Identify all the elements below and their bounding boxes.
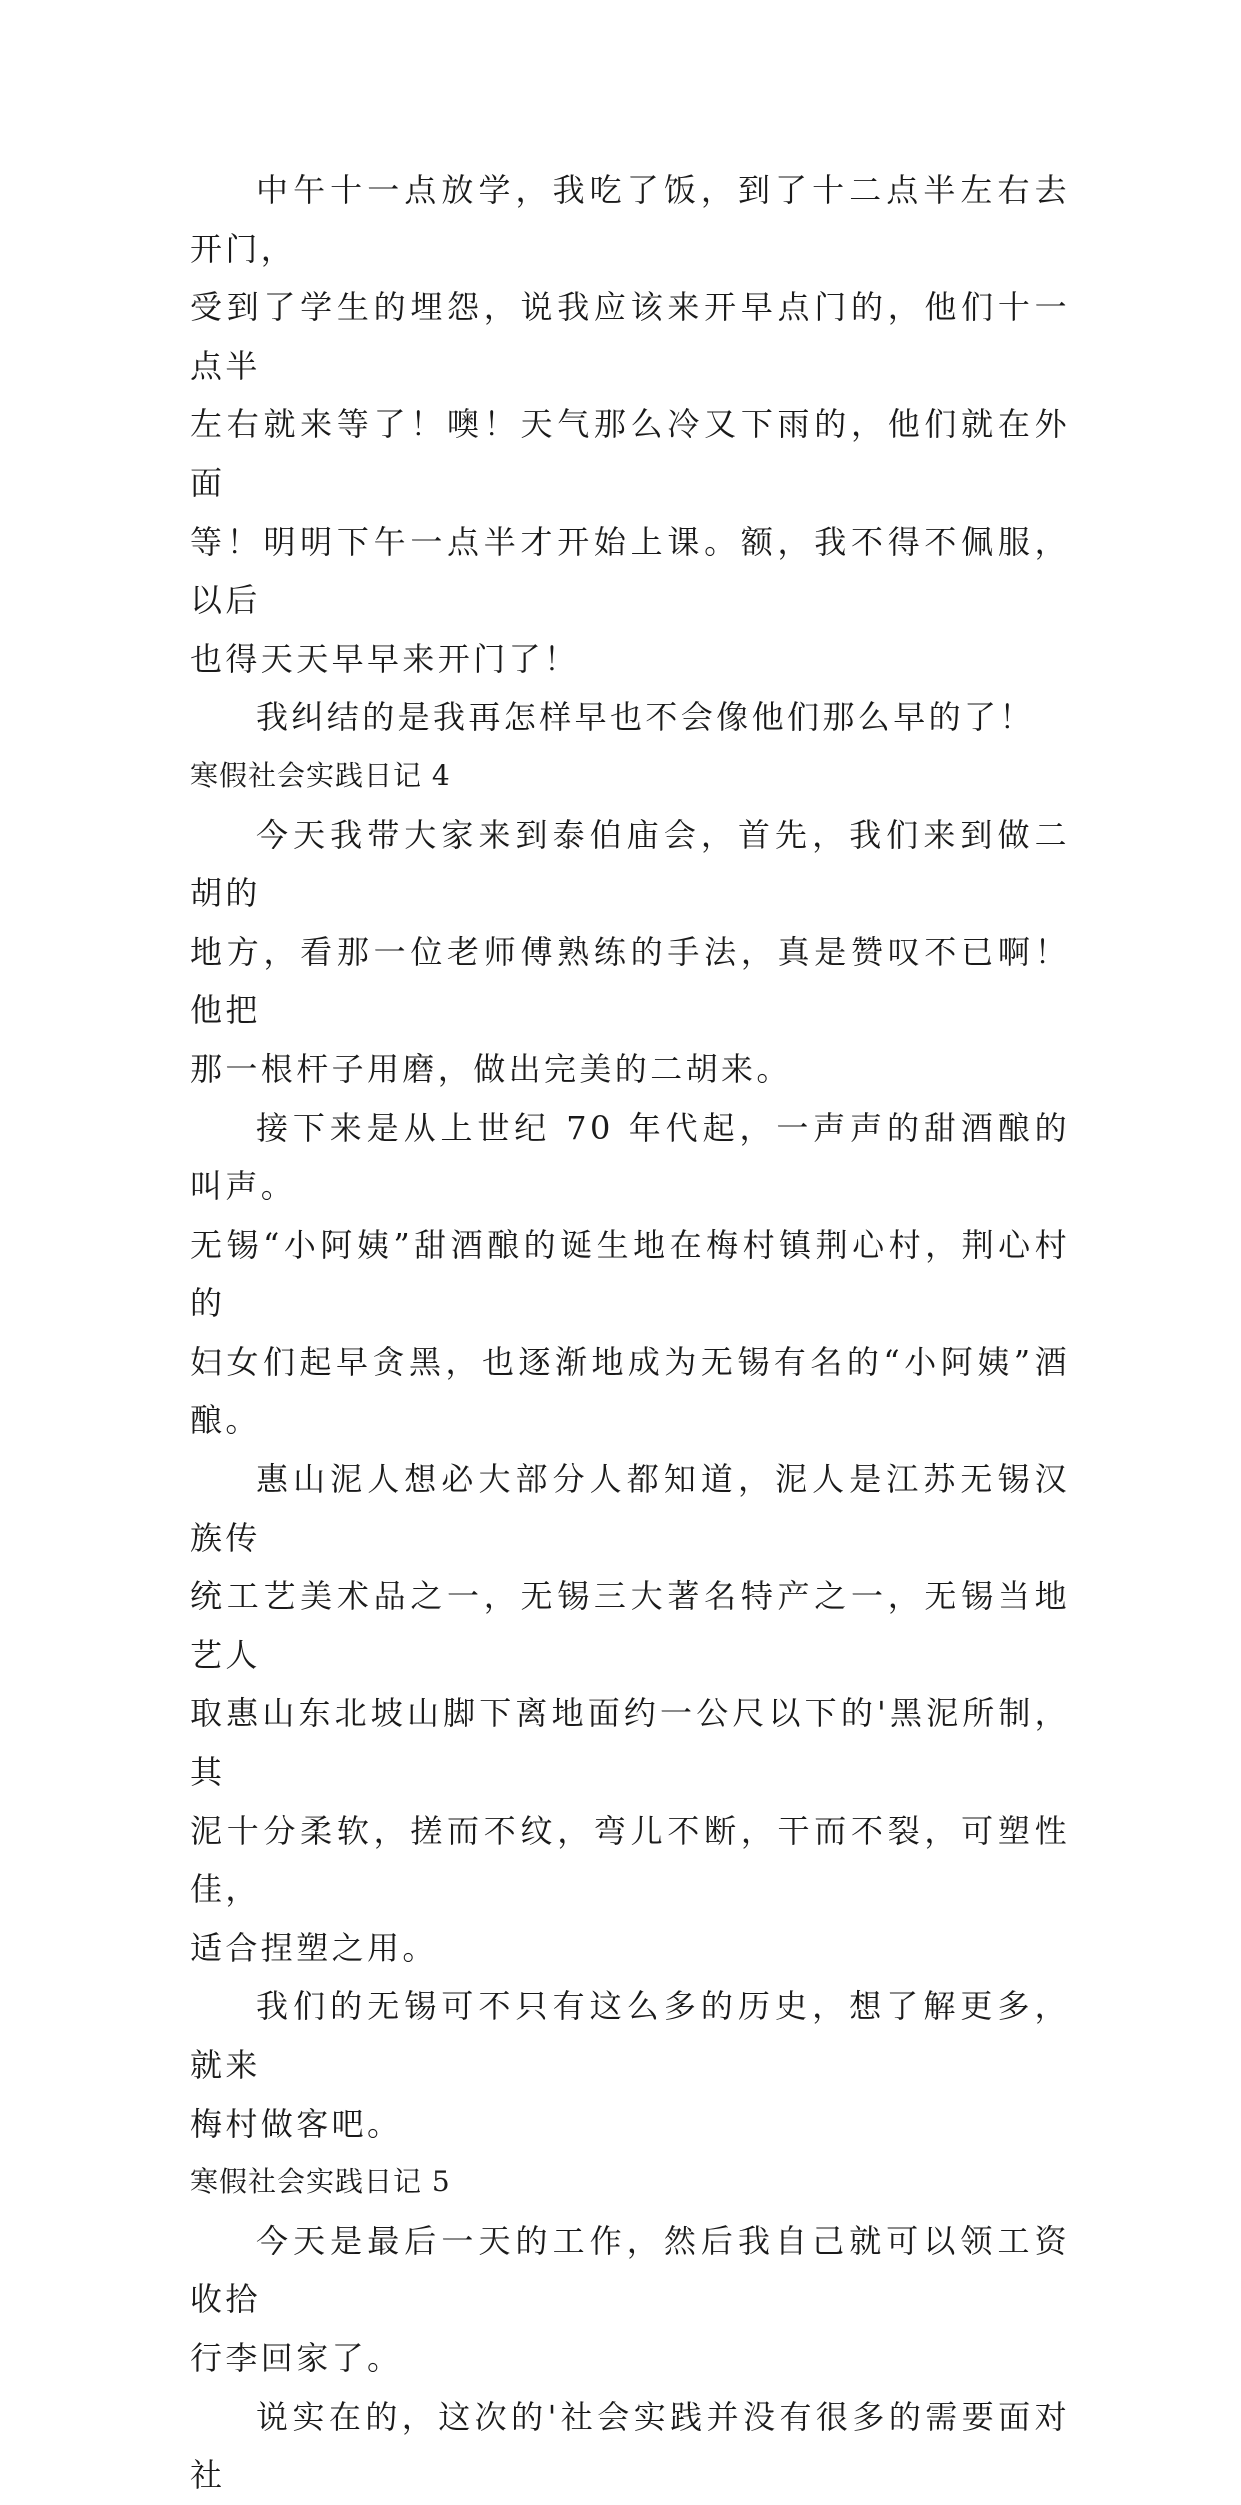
text-line: 取惠山东北坡山脚下离地面约一公尺以下的'黑泥所制，其 (190, 1694, 1070, 1792)
text-line: 我们的无锡可不只有这么多的历史，想了解更多，就来 (190, 1987, 1070, 2084)
paragraph-3 (190, 806, 1070, 1099)
paragraph-6 (190, 1977, 1070, 2153)
text-line: 行李回家了。 (190, 2338, 403, 2377)
text-line: 地方，看那一位老师傅熟练的手法，真是赞叹不已啊！他把 (190, 932, 1070, 1030)
paragraph-2 (190, 688, 1070, 747)
paragraph-7 (190, 2212, 1070, 2388)
text-line: 左右就来等了！噢！天气那么冷又下雨的，他们就在外面 (190, 405, 1070, 502)
text-line: 我纠结的是我再怎样早也不会像他们那么早的了！ (256, 698, 1035, 737)
text-line: 今天是最后一天的工作，然后我自己就可以领工资收拾 (190, 2221, 1070, 2319)
text-line: 那一根杆子用磨，做出完美的二胡来。 (190, 1049, 792, 1088)
text-line: 说实在的，这次的'社会实践并没有很多的需要面对社 (190, 2397, 1070, 2495)
text-line: 适合捏塑之用。 (190, 1928, 438, 1967)
text-line: 也得天天早早来开门了！ (190, 639, 580, 678)
text-line: 惠山泥人想必大部分人都知道，泥人是江苏无锡汉族传 (190, 1460, 1070, 1557)
text-line: 无锡“小阿姨”甜酒酿的诞生地在梅村镇荆心村，荆心村的 (190, 1225, 1070, 1323)
paragraph-5 (190, 1450, 1070, 1977)
section-heading-diary-4: 寒假社会实践日记 4 (190, 758, 451, 792)
text-line: 妇女们起早贪黑，也逐渐地成为无锡有名的“小阿姨”酒酿。 (190, 1342, 1070, 1440)
text-line: 受到了学生的埋怨，说我应该来开早点门的，他们十一点半 (190, 288, 1070, 385)
text-line: 梅村做客吧。 (190, 2104, 403, 2143)
text-line: 中午十一点放学，我吃了饭，到了十二点半左右去开门， (190, 171, 1070, 268)
text-line: 今天我带大家来到泰伯庙会，首先，我们来到做二胡的 (190, 815, 1070, 913)
text-line: 接下来是从上世纪 70 年代起，一声声的甜酒酿的叫声。 (190, 1108, 1070, 1206)
text-line: 泥十分柔软，搓而不纹，弯儿不断，干而不裂，可塑性佳， (190, 1811, 1070, 1909)
paragraph-4 (190, 1099, 1070, 1451)
paragraph-1 (190, 161, 1070, 688)
paragraph-8 (190, 2388, 1070, 2505)
text-line: 统工艺美术品之一，无锡三大著名特产之一，无锡当地艺人 (190, 1577, 1070, 1674)
text-line: 等！明明下午一点半才开始上课。额，我不得不佩服，以后 (190, 522, 1070, 620)
document-body (190, 161, 1070, 2505)
section-heading-diary-5: 寒假社会实践日记 5 (190, 2165, 451, 2199)
